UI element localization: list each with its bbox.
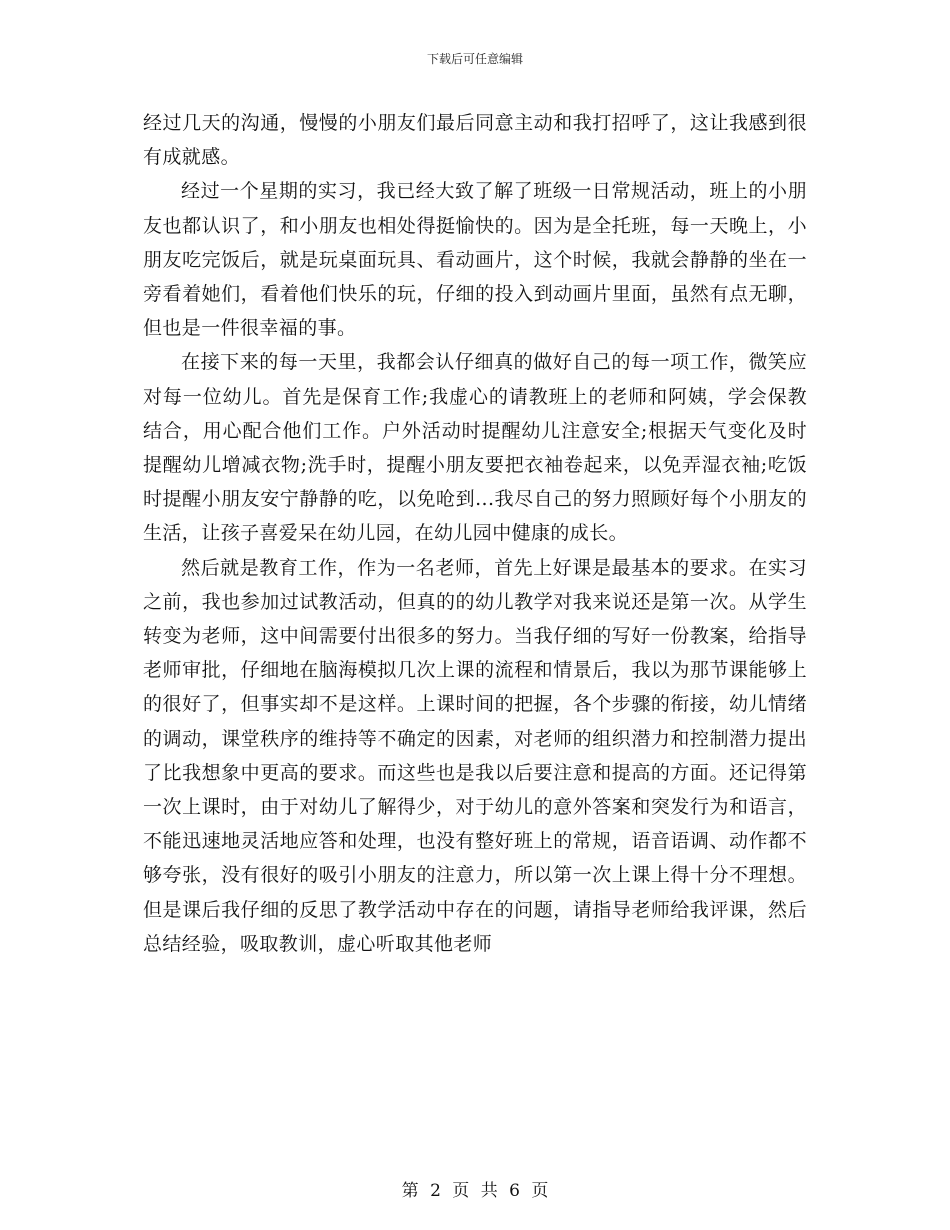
paragraph-2: 经过一个星期的实习，我已经大致了解了班级一日常规活动，班上的小朋友也都认识了，和小朋友也相处得挺愉快的。因为是全托班，每一天晚上，小朋友吃完饭后，就是玩桌面玩具、看动画片，这个时候，我就会静静的坐在一旁看着她们，看着他们快乐的玩，仔细的投入到动画片里面，虽然有点无聊，但也是一件很幸福的事。: [143, 180, 807, 340]
page-number-footer: 第 2 页 共 6 页: [401, 1181, 549, 1201]
paragraph-3: 在接下来的每一天里，我都会认仔细真的做好自己的每一项工作，微笑应对每一位幼儿。首先是保育工作;我虚心的请教班上的老师和阿姨，学会保教结合，用心配合他们工作。户外活动时提醒幼儿注意安全;根据天气变化及时提醒幼儿增减衣物;洗手时，提醒小朋友要把衣袖卷起来，以免弄湿衣袖;吃饭时提醒小朋友安宁静静的吃，以免呛到...我尽自己的努力照顾好每个小朋友的生活，让孩子喜爱呆在幼儿园，在幼儿园中健康的成长。: [143, 351, 807, 545]
paragraph-1: 经过几天的沟通，慢慢的小朋友们最后同意主动和我打招呼了，这让我感到很有成就感。: [143, 112, 807, 169]
header-note: 下载后可任意编辑: [426, 52, 523, 66]
paragraph-4: 然后就是教育工作，作为一名老师，首先上好课是最基本的要求。在实习之前，我也参加过试教活动，但真的的幼儿教学对我来说还是第一次。从学生转变为老师，这中间需要付出很多的努力。当我仔细的写好一份教案，给指导老师审批，仔细地在脑海模拟几次上课的流程和情景后，我以为那节课能够上的很好了，但事实却不是这样。上课时间的把握，各个步骤的衔接，幼儿情绪的调动，课堂秩序的维持等不确定的因素，对老师的组织潜力和控制潜力提出了比我想象中更高的要求。而这些也是我以后要注意和提高的方面。还记得第一次上课时，由于对幼儿了解得少，对于幼儿的意外答案和突发行为和语言，不能迅速地灵活地应答和处理，也没有整好班上的常规，语音语调、动作都不够夸张，没有很好的吸引小朋友的注意力，所以第一次上课上得十分不理想。但是课后我仔细的反思了教学活动中存在的问题，请指导老师给我评课，然后总结经验，吸取教训，虚心听取其他老师: [143, 556, 807, 955]
document-body: [143, 106, 807, 961]
